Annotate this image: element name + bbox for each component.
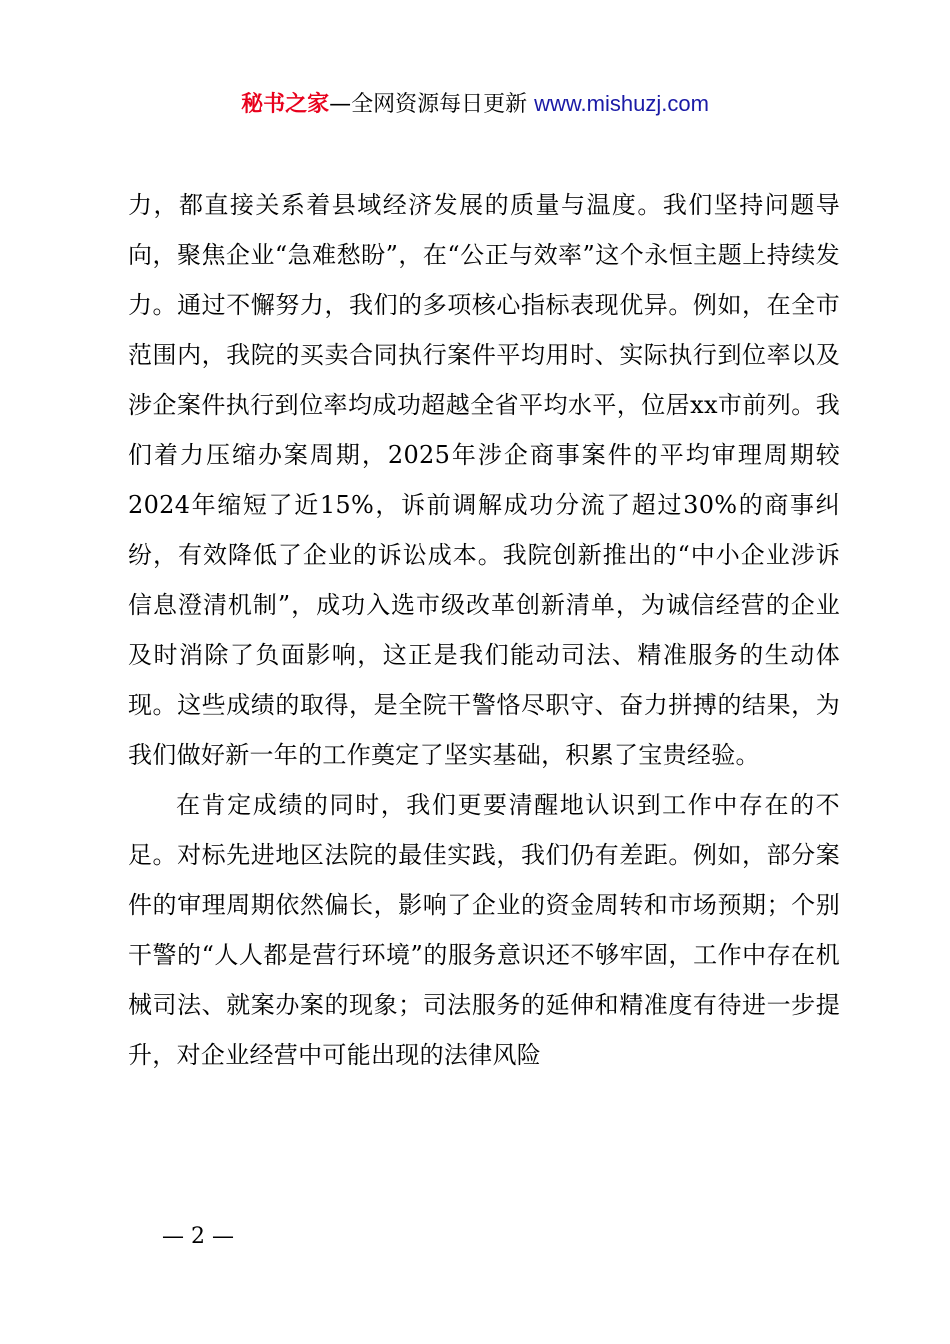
header-slogan: —全网资源每日更新 — [329, 92, 528, 117]
document-body — [128, 180, 840, 1080]
site-header — [0, 88, 950, 121]
site-url-link[interactable]: www.mishuzj.com — [534, 91, 709, 116]
paragraph-shortcomings: 在肯定成绩的同时，我们更要清醒地认识到工作中存在的不足。对标先进地区法院的最佳实践，我们仍有差距。例如，部分案件的审理周期依然偏长，影响了企业的资金周转和市场预期；个别干警的“人人都是营行环境”的服务意识还不够牢固，工作中存在机械司法、就案办案的现象；司法服务的延伸和精准度有待进一步提升，对企业经营中可能出现的法律风险 — [128, 791, 840, 1069]
paragraph-continuation: 力，都直接关系着县域经济发展的质量与温度。我们坚持问题导向，聚焦企业“急难愁盼”，在“公正与效率”这个永恒主题上持续发力。通过不懈努力，我们的多项核心指标表现优异。例如，在全市范围内，我院的买卖合同执行案件平均用时、实际执行到位率以及涉企案件执行到位率均成功超越全省平均水平，位居xx市前列。我们着力压缩办案周期，2025年涉企商事案件的平均审理周期较2024年缩短了近15%，诉前调解成功分流了超过30%的商事纠纷，有效降低了企业的诉讼成本。我院创新推出的“中小企业涉诉信息澄清机制”，成功入选市级改革创新清单，为诚信经营的企业及时消除了负面影响，这正是我们能动司法、精准服务的生动体现。这些成绩的取得，是全院干警恪尽职守、奋力拼搏的结果，为我们做好新一年的工作奠定了坚实基础，积累了宝贵经验。 — [128, 191, 840, 769]
page-number: — 2 — — [162, 1224, 234, 1249]
brand-name: 秘书之家 — [241, 92, 330, 117]
